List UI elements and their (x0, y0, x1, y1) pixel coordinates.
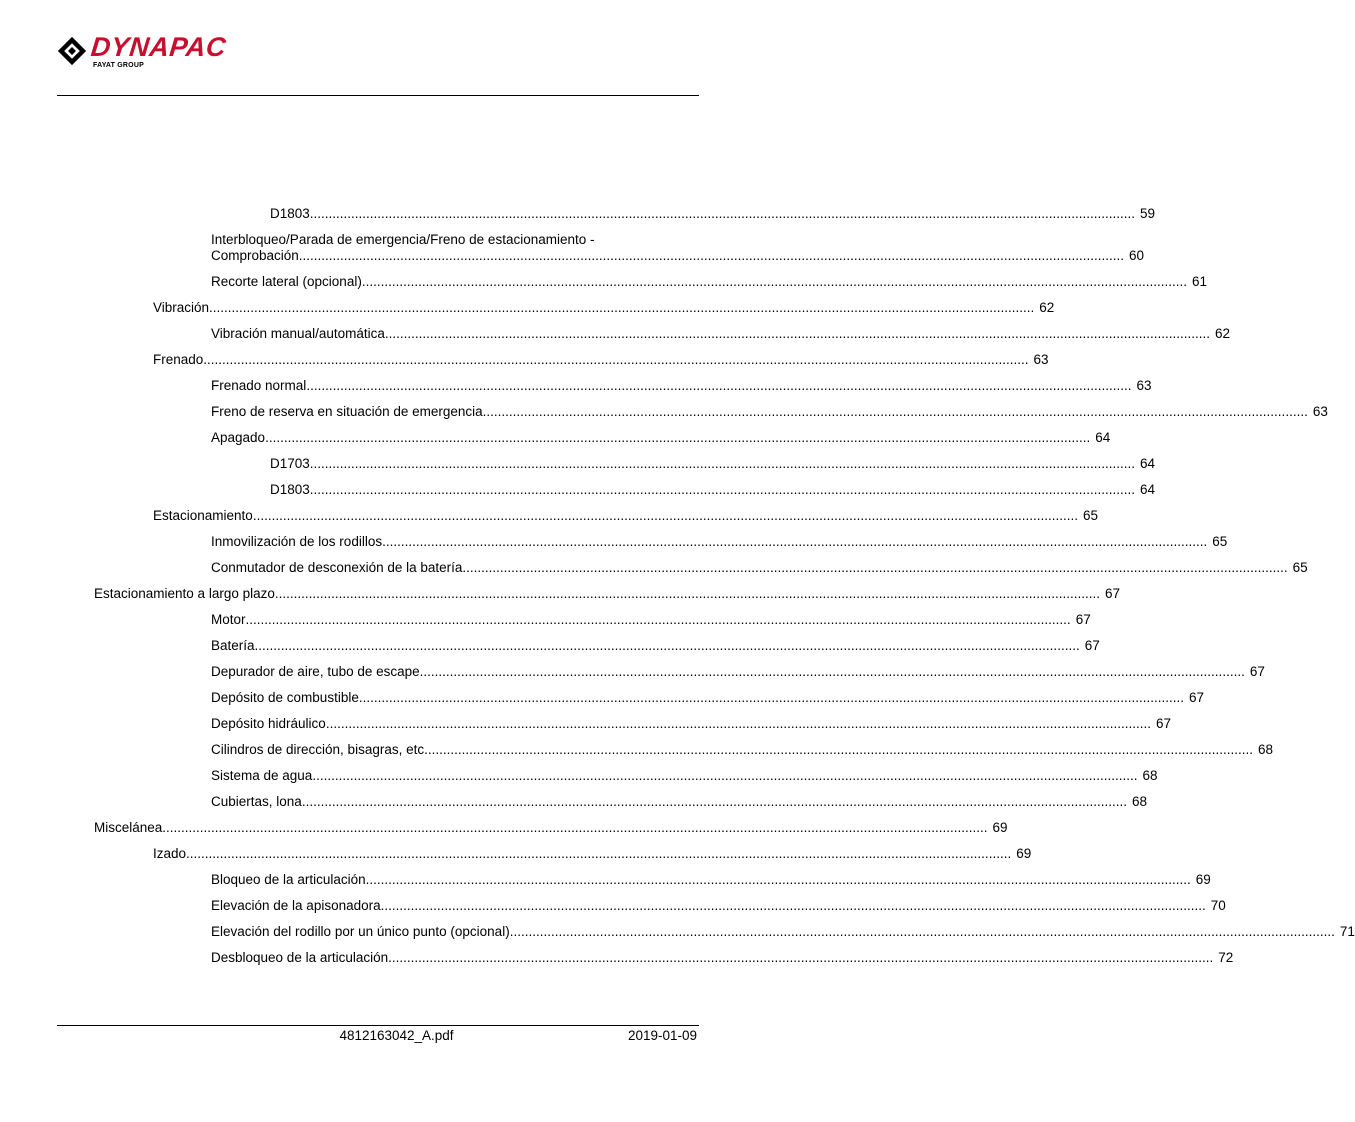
toc-leader-dots: ............................................................................................................................................................................................................................ (384, 326, 1211, 341)
toc-entry[interactable] (211, 376, 1152, 394)
toc-entry-page: 69 (1016, 846, 1032, 861)
toc-leader-dots: ............................................................................................................................................................................................................................ (361, 274, 1187, 289)
toc-entry-label: Vibración (153, 300, 210, 315)
toc-entry-label: Bloqueo de la articulación (211, 872, 366, 887)
toc-entry-label: Depurador de aire, tubo de escape (211, 664, 420, 679)
toc-entry-page: 63 (1033, 352, 1049, 367)
toc-leader-dots: ............................................................................................................................................................................................................................ (509, 924, 1335, 939)
toc-entry-page: 69 (992, 820, 1008, 835)
toc-entry-label: Frenado (153, 352, 204, 367)
toc-entry-label: Miscelánea (94, 820, 163, 835)
toc-leader-dots: ............................................................................................................................................................................................................................ (427, 742, 1254, 757)
toc-entry[interactable] (211, 870, 1211, 888)
toc-leader-dots: ............................................................................................................................................................................................................................ (162, 820, 988, 835)
toc-entry-label: D1803 (270, 482, 310, 497)
toc-leader-dots: ............................................................................................................................................................................................................................ (325, 716, 1151, 731)
toc-entry-label: Izado (153, 846, 187, 861)
toc-entry[interactable] (211, 792, 1148, 810)
toc-entry-page: 70 (1210, 898, 1226, 913)
toc-entry[interactable] (153, 506, 1099, 524)
toc-leader-dots: ............................................................................................................................................................................................................................ (419, 664, 1245, 679)
toc-entry-page: 63 (1136, 378, 1152, 393)
toc-entry[interactable] (211, 402, 1328, 420)
toc-entry-page: 63 (1312, 404, 1328, 419)
toc-entry-label: Recorte lateral (opcional) (211, 274, 362, 289)
toc-entry-label: Frenado normal (211, 378, 307, 393)
toc-entry[interactable] (211, 558, 1308, 576)
toc-entry-page: 64 (1139, 482, 1155, 497)
toc-entry[interactable] (270, 454, 1155, 472)
toc-entry-label: Depósito de combustible (211, 690, 359, 705)
toc-entry-label: Batería (211, 638, 255, 653)
toc-leader-dots: ............................................................................................................................................................................................................................ (382, 534, 1208, 549)
toc-entry-page: 62 (1039, 300, 1055, 315)
toc-entry-page: 67 (1084, 638, 1100, 653)
toc-leader-dots: ............................................................................................................................................................................................................................ (365, 872, 1191, 887)
toc-leader-dots: ............................................................................................................................................................................................................................ (388, 950, 1214, 965)
toc-entry-label: Depósito hidráulico (211, 716, 326, 731)
toc-leader-dots: ............................................................................................................................................................................................................................ (301, 794, 1127, 809)
toc-entry-page: 67 (1105, 586, 1121, 601)
toc-entry[interactable] (211, 272, 1208, 290)
toc-entry[interactable] (211, 714, 1172, 732)
toc-entry-label: Cubiertas, lona (211, 794, 302, 809)
toc-entry[interactable] (270, 480, 1155, 498)
toc-entry-label: Vibración manual/automática (211, 326, 385, 341)
toc-entry[interactable] (153, 350, 1049, 368)
toc-entry-page: 72 (1218, 950, 1234, 965)
toc-entry-page: 64 (1095, 430, 1111, 445)
toc-entry-label: Elevación del rodillo por un único punto (opcional) (211, 924, 510, 939)
footer-divider (57, 1025, 699, 1026)
toc-entry[interactable] (211, 688, 1205, 706)
toc-entry[interactable] (94, 584, 1121, 602)
toc-leader-dots: ............................................................................................................................................................................................................................ (209, 300, 1035, 315)
toc-leader-dots: ............................................................................................................................................................................................................................ (462, 560, 1288, 575)
toc-entry-label: Estacionamiento (153, 508, 253, 523)
dynapac-logo (57, 32, 297, 76)
toc-entry[interactable] (211, 246, 1144, 264)
toc-entry[interactable] (211, 610, 1091, 628)
toc-leader-dots: ............................................................................................................................................................................................................................ (358, 690, 1185, 705)
toc-entry-page: 59 (1139, 206, 1155, 221)
toc-leader-dots: ............................................................................................................................................................................................................................ (312, 768, 1138, 783)
toc-entry-page: 71 (1339, 924, 1355, 939)
toc-entry-page: 60 (1128, 248, 1144, 263)
toc-entry-label: Estacionamiento a largo plazo (94, 586, 275, 601)
toc-entry[interactable] (153, 844, 1032, 862)
toc-entry-page: 65 (1082, 508, 1099, 523)
toc-entry-page: 65 (1292, 560, 1308, 575)
toc-entry[interactable] (94, 818, 1008, 836)
toc-entry-page: 64 (1139, 456, 1155, 471)
toc-entry-page: 61 (1192, 274, 1208, 289)
toc-leader-dots: ............................................................................................................................................................................................................................ (203, 352, 1029, 367)
toc-leader-dots: ............................................................................................................................................................................................................................ (306, 378, 1132, 393)
toc-entry-label: Inmovilización de los rodillos (211, 534, 383, 549)
toc-leader-dots: ............................................................................................................................................................................................................................ (298, 248, 1124, 263)
toc-entry-page: 67 (1156, 716, 1172, 731)
toc-entry[interactable] (211, 896, 1226, 914)
toc-entry-page: 68 (1258, 742, 1274, 757)
toc-entry[interactable] (211, 636, 1100, 654)
toc-entry[interactable] (211, 428, 1111, 446)
toc-entry-label: Apagado (211, 430, 266, 445)
dynapac-diamond-icon (57, 36, 87, 66)
toc-entry-page: 69 (1195, 872, 1211, 887)
toc-leader-dots: ............................................................................................................................................................................................................................ (245, 612, 1071, 627)
footer-filename: 4812163042_A.pdf (339, 1028, 454, 1043)
toc-entry-page: 65 (1212, 534, 1228, 549)
toc-entry[interactable] (211, 948, 1234, 966)
toc-entry-label: Sistema de agua (211, 768, 313, 783)
toc-leader-dots: ............................................................................................................................................................................................................................ (265, 430, 1091, 445)
toc-entry-label: Motor (211, 612, 246, 627)
toc-entry[interactable] (153, 298, 1055, 316)
toc-leader-dots: ............................................................................................................................................................................................................................ (252, 508, 1078, 523)
toc-entry-label: Conmutador de desconexión de la batería (211, 560, 463, 575)
toc-leader-dots: ............................................................................................................................................................................................................................ (380, 898, 1206, 913)
toc-leader-dots: ............................................................................................................................................................................................................................ (309, 482, 1135, 497)
toc-entry-label: D1703 (270, 456, 310, 471)
toc-entry-label: D1803 (270, 206, 310, 221)
toc-entry[interactable] (211, 324, 1231, 342)
toc-entry-label: Cilindros de dirección, bisagras, etc. (211, 742, 428, 757)
toc-entry-label: Freno de reserva en situación de emergencia (211, 404, 483, 419)
brand-name: DYNAPAC (89, 32, 228, 62)
toc-entry-page: 62 (1215, 326, 1231, 341)
toc-entry-label: Desbloqueo de la articulación (211, 950, 389, 965)
toc-entry[interactable] (211, 662, 1265, 680)
toc-entry-page: 68 (1142, 768, 1158, 783)
toc-entry-page: 67 (1249, 664, 1265, 679)
toc-entry-page: 68 (1131, 794, 1148, 809)
toc-leader-dots: ............................................................................................................................................................................................................................ (186, 846, 1012, 861)
toc-entry-label-line1: Interbloqueo/Parada de emergencia/Freno de estacionamiento - (211, 232, 595, 247)
toc-entry[interactable] (211, 740, 1274, 758)
toc-leader-dots: ............................................................................................................................................................................................................................ (274, 586, 1101, 601)
toc-entry[interactable] (270, 204, 1155, 222)
toc-leader-dots: ............................................................................................................................................................................................................................ (482, 404, 1308, 419)
toc-entry-page: 67 (1189, 690, 1205, 705)
toc-entry[interactable] (211, 766, 1158, 784)
toc-leader-dots: ............................................................................................................................................................................................................................ (309, 206, 1135, 221)
toc-entry[interactable] (211, 922, 1355, 940)
toc-leader-dots: ............................................................................................................................................................................................................................ (309, 456, 1135, 471)
toc-entry-label: Comprobación (211, 248, 299, 263)
header-divider (57, 95, 699, 96)
toc-entry-page: 67 (1075, 612, 1091, 627)
toc-entry[interactable] (211, 532, 1228, 550)
footer-date: 2019-01-09 (627, 1028, 697, 1043)
toc-leader-dots: ............................................................................................................................................................................................................................ (254, 638, 1080, 653)
brand-subtitle: FAYAT GROUP (93, 62, 144, 69)
toc-entry-label: Elevación de la apisonadora (211, 898, 381, 913)
